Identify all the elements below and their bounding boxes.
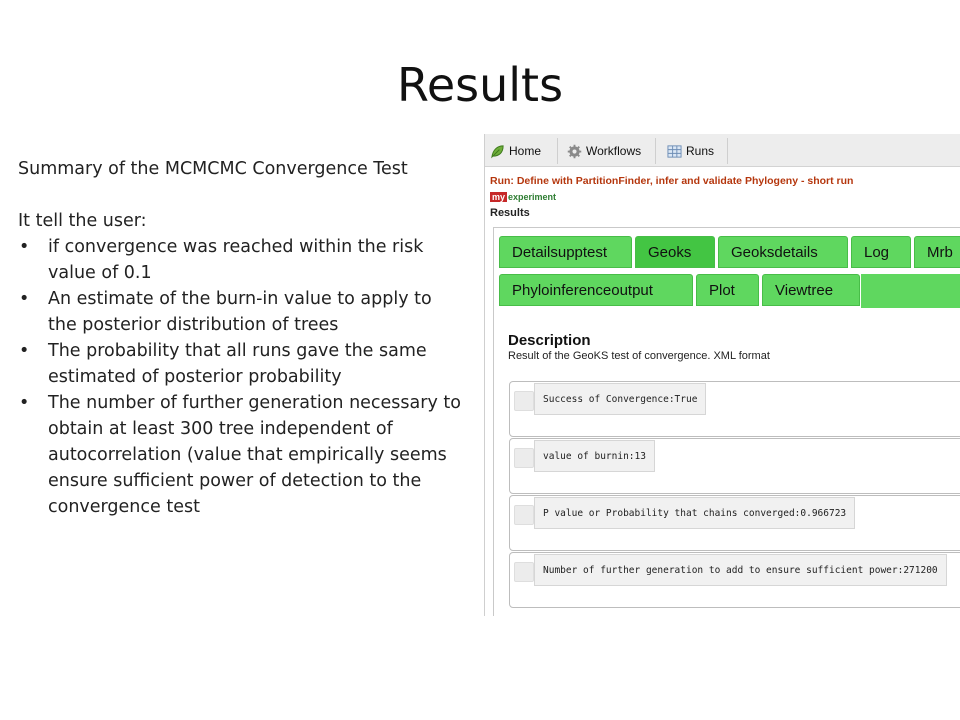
output-value: Success of Convergence:True (534, 383, 706, 415)
bullet-further-generation: • The number of further generation necessary to obtain at least 300 tree independent of autocorrelation (value that empirically seems ensure sufficient power of detection to the convergence test (18, 390, 463, 520)
tab-geoksdetails[interactable]: Geoksdetails (718, 236, 848, 268)
output-row (509, 381, 960, 437)
description-title: Description (508, 332, 591, 349)
nav-workflows[interactable] (567, 138, 641, 164)
tab-plot[interactable]: Plot (696, 274, 759, 306)
nav-runs-label: Runs (686, 144, 715, 158)
row-checkbox[interactable] (514, 562, 534, 582)
top-navigation (485, 134, 960, 167)
nav-workflows-label: Workflows (586, 144, 642, 158)
output-value: value of burnin:13 (534, 440, 655, 472)
summary-heading: Summary of the MCMCMC Convergence Test (18, 159, 408, 179)
home-leaf-icon (490, 144, 505, 159)
output-row (509, 438, 960, 494)
description-text: Result of the GeoKS test of convergence. XML format (508, 350, 770, 362)
output-row (509, 495, 960, 551)
nav-home-label: Home (509, 144, 542, 158)
myexperiment-logo[interactable]: my experiment (492, 192, 557, 202)
tab-bar-fill (861, 274, 960, 308)
row-checkbox[interactable] (514, 448, 534, 468)
tab-geoks[interactable]: Geoks (635, 236, 715, 268)
nav-runs[interactable] (667, 138, 714, 164)
output-value: Number of further generation to add to ensure sufficient power:271200 (534, 554, 947, 586)
summary-text-block (18, 156, 463, 520)
tab-detailsupptest[interactable]: Detailsupptest (499, 236, 632, 268)
nav-home[interactable] (490, 138, 541, 164)
table-icon (667, 144, 682, 159)
tab-viewtree[interactable]: Viewtree (762, 274, 860, 306)
intro-line: It tell the user: (18, 211, 147, 231)
bullet-probability: • The probability that all runs gave the same estimated of posterior probability (18, 338, 463, 390)
bullet-burnin: • An estimate of the burn-in value to apply to the posterior distribution of trees (18, 286, 463, 338)
row-checkbox[interactable] (514, 391, 534, 411)
output-row (509, 552, 960, 608)
run-title: Run: Define with PartitionFinder, infer and validate Phylogeny - short run (490, 175, 854, 187)
results-label: Results (490, 207, 530, 219)
tab-mrb[interactable]: Mrb (914, 236, 960, 268)
bullet-list (18, 234, 463, 520)
app-screenshot (484, 134, 960, 616)
bullet-convergence: • if convergence was reached within the risk value of 0.1 (18, 234, 463, 286)
output-value: P value or Probability that chains converged:0.966723 (534, 497, 855, 529)
tab-phyloinferenceoutput[interactable]: Phyloinferenceoutput (499, 274, 693, 306)
slide-title: Results (396, 58, 564, 112)
row-checkbox[interactable] (514, 505, 534, 525)
tab-log[interactable]: Log (851, 236, 911, 268)
gear-icon (567, 144, 582, 159)
